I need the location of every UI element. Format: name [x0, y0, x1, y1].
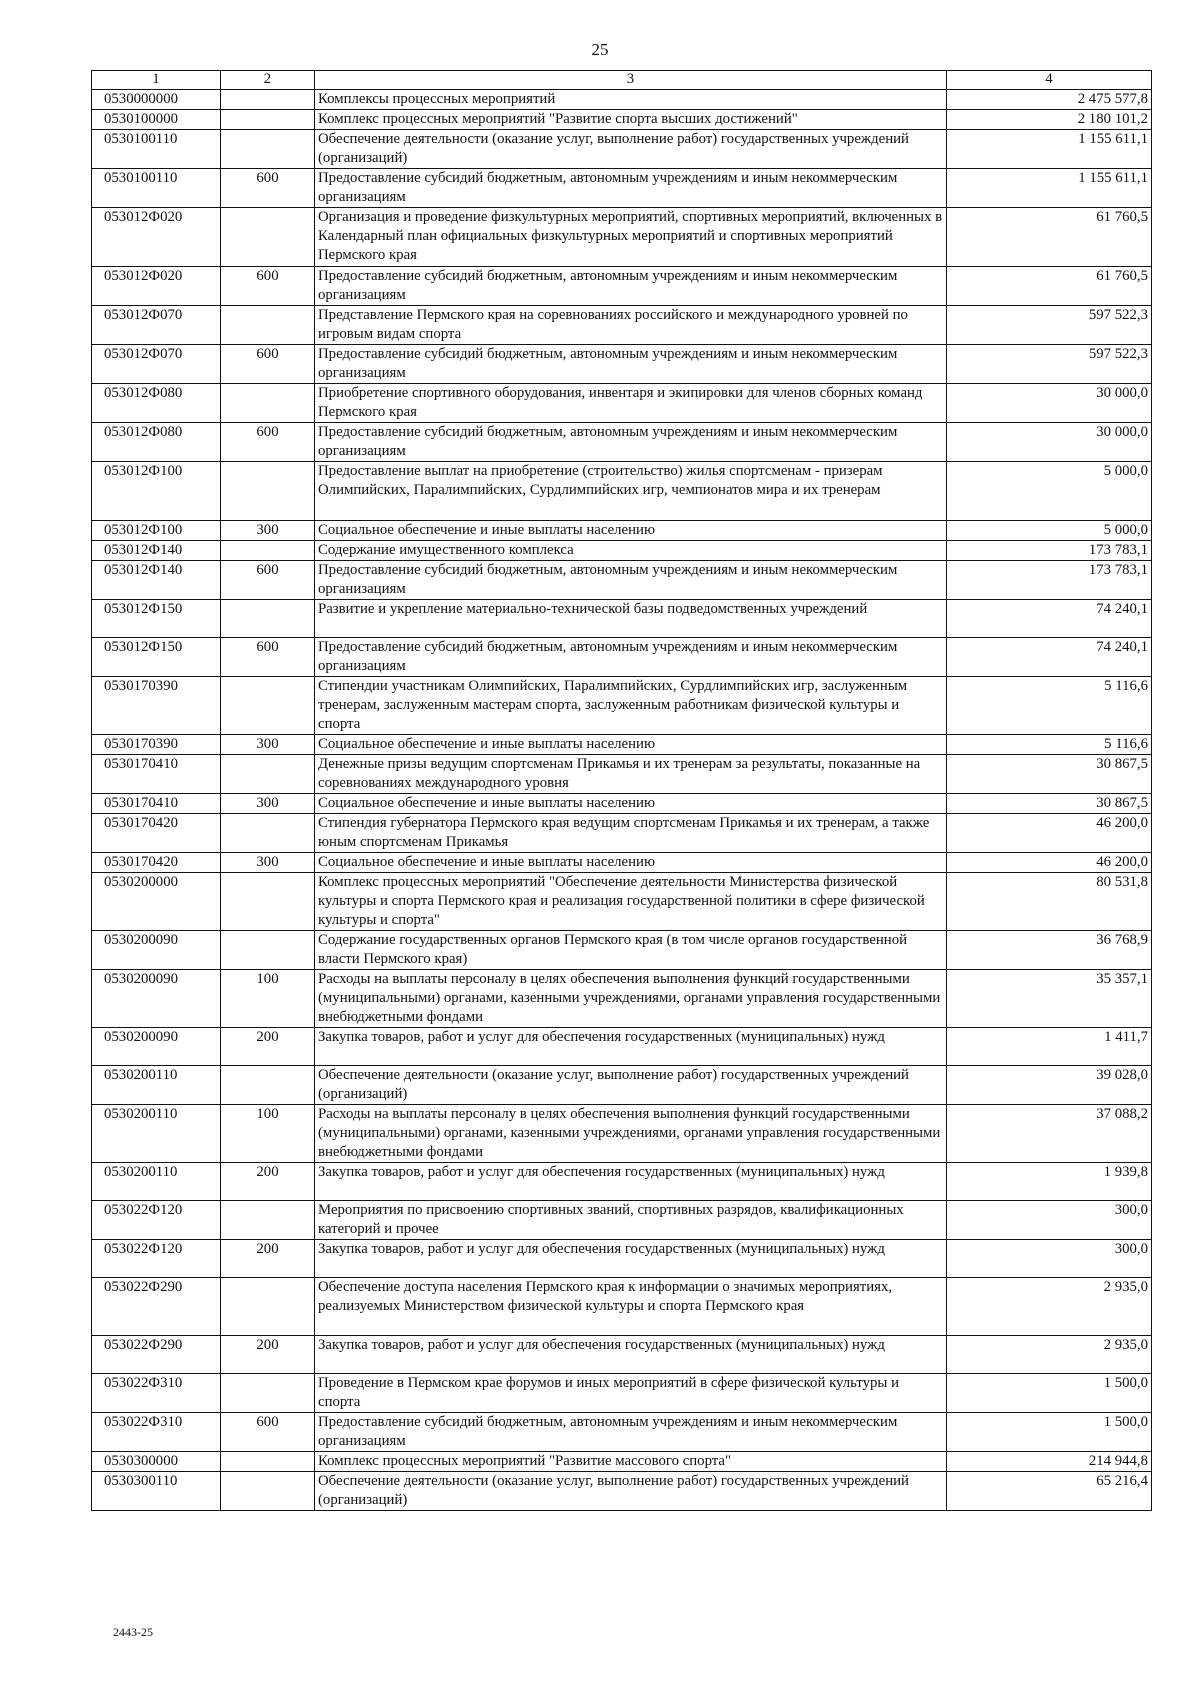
row-amount-cell: 74 240,1: [947, 600, 1152, 638]
row-code-cell: 0530100110: [92, 169, 221, 208]
table-row: [92, 423, 1152, 462]
row-name-cell: Организация и проведение физкультурных мероприятий, спортивных мероприятий, включенных в Календарный план официальных физкультурных мероприятий и спортивных мероприятий Пермского края: [315, 208, 947, 267]
table-row: [92, 755, 1152, 794]
row-name-cell: Обеспечение деятельности (оказание услуг, выполнение работ) государственных учреждений (организаций): [315, 1066, 947, 1105]
row-amount-cell: 46 200,0: [947, 814, 1152, 853]
row-amount-cell: 2 180 101,2: [947, 110, 1152, 130]
row-amount-cell: 1 155 611,1: [947, 169, 1152, 208]
row-amount-cell: 61 760,5: [947, 267, 1152, 306]
table-row: [92, 794, 1152, 814]
row-type-cell: [221, 600, 315, 638]
table-row: [92, 600, 1152, 638]
row-name-cell: Приобретение спортивного оборудования, инвентаря и экипировки для членов сборных команд Пермского края: [315, 384, 947, 423]
row-code-cell: 0530300110: [92, 1472, 221, 1511]
row-name-cell: Расходы на выплаты персоналу в целях обеспечения выполнения функций государственными (муниципальными) органами, казенными учреждениями, органами управления государственными внебюджетными фондами: [315, 970, 947, 1028]
row-name-cell: Закупка товаров, работ и услуг для обеспечения государственных (муниципальных) нужд: [315, 1240, 947, 1278]
row-type-cell: 100: [221, 970, 315, 1028]
table-row: [92, 1413, 1152, 1452]
row-name-cell: Закупка товаров, работ и услуг для обеспечения государственных (муниципальных) нужд: [315, 1336, 947, 1374]
row-code-cell: 053022Ф310: [92, 1374, 221, 1413]
row-amount-cell: 300,0: [947, 1201, 1152, 1240]
row-name-cell: Развитие и укрепление материально-технической базы подведомственных учреждений: [315, 600, 947, 638]
row-code-cell: 053012Ф140: [92, 541, 221, 561]
row-type-cell: [221, 677, 315, 735]
table-row: [92, 873, 1152, 931]
row-amount-cell: 2 935,0: [947, 1278, 1152, 1336]
row-amount-cell: 300,0: [947, 1240, 1152, 1278]
row-amount-cell: 1 155 611,1: [947, 130, 1152, 169]
row-amount-cell: 30 867,5: [947, 755, 1152, 794]
row-code-cell: 0530170420: [92, 814, 221, 853]
row-code-cell: 053022Ф120: [92, 1240, 221, 1278]
row-name-cell: Предоставление субсидий бюджетным, автономным учреждениям и иным некоммерческим организациям: [315, 267, 947, 306]
table-row: [92, 521, 1152, 541]
row-name-cell: Социальное обеспечение и иные выплаты населению: [315, 794, 947, 814]
row-name-cell: Комплекс процессных мероприятий "Развитие массового спорта": [315, 1452, 947, 1472]
row-name-cell: Обеспечение деятельности (оказание услуг, выполнение работ) государственных учреждений (организаций): [315, 130, 947, 169]
row-type-cell: 600: [221, 1413, 315, 1452]
row-amount-cell: 2 935,0: [947, 1336, 1152, 1374]
row-code-cell: 0530170390: [92, 677, 221, 735]
row-type-cell: [221, 755, 315, 794]
row-name-cell: Предоставление субсидий бюджетным, автономным учреждениям и иным некоммерческим организациям: [315, 345, 947, 384]
row-type-cell: 300: [221, 735, 315, 755]
row-amount-cell: 36 768,9: [947, 931, 1152, 970]
row-amount-cell: 30 000,0: [947, 423, 1152, 462]
table-row: [92, 638, 1152, 677]
column-header-type: 2: [221, 71, 315, 90]
row-name-cell: Социальное обеспечение и иные выплаты населению: [315, 521, 947, 541]
table-row: [92, 1163, 1152, 1201]
row-code-cell: 053022Ф120: [92, 1201, 221, 1240]
table-row: [92, 169, 1152, 208]
row-type-cell: [221, 1066, 315, 1105]
row-type-cell: 200: [221, 1240, 315, 1278]
row-name-cell: Расходы на выплаты персоналу в целях обеспечения выполнения функций государственными (муниципальными) органами, казенными учреждениями, органами управления государственными внебюджетными фондами: [315, 1105, 947, 1163]
row-type-cell: 600: [221, 169, 315, 208]
row-amount-cell: 2 475 577,8: [947, 90, 1152, 110]
column-header-amount: 4: [947, 71, 1152, 90]
row-amount-cell: 597 522,3: [947, 306, 1152, 345]
row-type-cell: [221, 541, 315, 561]
column-header-code: 1: [92, 71, 221, 90]
column-header-name: 3: [315, 71, 947, 90]
table-row: [92, 1028, 1152, 1066]
row-code-cell: 0530200090: [92, 931, 221, 970]
page-number: 25: [591, 40, 609, 59]
row-amount-cell: 5 116,6: [947, 735, 1152, 755]
table-row: [92, 931, 1152, 970]
row-type-cell: [221, 110, 315, 130]
row-name-cell: Мероприятия по присвоению спортивных званий, спортивных разрядов, квалификационных категорий и прочее: [315, 1201, 947, 1240]
row-type-cell: [221, 462, 315, 521]
budget-table: [91, 70, 1152, 1511]
table-row: [92, 1105, 1152, 1163]
row-code-cell: 0530200000: [92, 873, 221, 931]
row-name-cell: Содержание имущественного комплекса: [315, 541, 947, 561]
row-code-cell: 0530170410: [92, 755, 221, 794]
row-code-cell: 053012Ф100: [92, 521, 221, 541]
row-name-cell: Стипендии участникам Олимпийских, Паралимпийских, Сурдлимпийских игр, заслуженным тренерам, заслуженным мастерам спорта, заслуженным работникам физической культуры и спорта: [315, 677, 947, 735]
row-code-cell: 053022Ф290: [92, 1336, 221, 1374]
row-type-cell: 200: [221, 1028, 315, 1066]
row-code-cell: 053012Ф020: [92, 208, 221, 267]
table-row: [92, 1240, 1152, 1278]
row-amount-cell: 597 522,3: [947, 345, 1152, 384]
row-type-cell: [221, 130, 315, 169]
table-row: [92, 130, 1152, 169]
row-name-cell: Денежные призы ведущим спортсменам Прикамья и их тренерам за результаты, показанные на соревнованиях международного уровня: [315, 755, 947, 794]
row-amount-cell: 5 116,6: [947, 677, 1152, 735]
table-row: [92, 735, 1152, 755]
table-row: [92, 90, 1152, 110]
row-code-cell: 0530200110: [92, 1105, 221, 1163]
table-row: [92, 1472, 1152, 1511]
table-row: [92, 345, 1152, 384]
row-type-cell: [221, 1452, 315, 1472]
row-name-cell: Стипендия губернатора Пермского края ведущим спортсменам Прикамья и их тренерам, а также юным спортсменам Прикамья: [315, 814, 947, 853]
table-row: [92, 561, 1152, 600]
table-row: [92, 1201, 1152, 1240]
row-code-cell: 0530200090: [92, 1028, 221, 1066]
table-row: [92, 1066, 1152, 1105]
row-amount-cell: 30 000,0: [947, 384, 1152, 423]
row-code-cell: 0530170410: [92, 794, 221, 814]
row-type-cell: 100: [221, 1105, 315, 1163]
row-type-cell: [221, 384, 315, 423]
row-name-cell: Комплекс процессных мероприятий "Развитие спорта высших достижений": [315, 110, 947, 130]
row-code-cell: 053012Ф080: [92, 384, 221, 423]
row-type-cell: [221, 306, 315, 345]
row-code-cell: 053012Ф020: [92, 267, 221, 306]
table-row: [92, 1336, 1152, 1374]
row-amount-cell: 214 944,8: [947, 1452, 1152, 1472]
row-amount-cell: 65 216,4: [947, 1472, 1152, 1511]
row-code-cell: 053012Ф070: [92, 345, 221, 384]
row-code-cell: 0530200110: [92, 1163, 221, 1201]
table-row: [92, 814, 1152, 853]
table-row: [92, 1374, 1152, 1413]
row-amount-cell: 39 028,0: [947, 1066, 1152, 1105]
row-type-cell: [221, 1472, 315, 1511]
row-name-cell: Социальное обеспечение и иные выплаты населению: [315, 735, 947, 755]
table-header-row: [92, 71, 1152, 90]
row-name-cell: Социальное обеспечение и иные выплаты населению: [315, 853, 947, 873]
table-row: [92, 970, 1152, 1028]
row-name-cell: Предоставление субсидий бюджетным, автономным учреждениям и иным некоммерческим организациям: [315, 638, 947, 677]
row-type-cell: [221, 931, 315, 970]
row-amount-cell: 61 760,5: [947, 208, 1152, 267]
row-amount-cell: 46 200,0: [947, 853, 1152, 873]
row-name-cell: Закупка товаров, работ и услуг для обеспечения государственных (муниципальных) нужд: [315, 1028, 947, 1066]
row-code-cell: 053012Ф150: [92, 600, 221, 638]
row-type-cell: [221, 873, 315, 931]
row-amount-cell: 37 088,2: [947, 1105, 1152, 1163]
row-name-cell: Обеспечение доступа населения Пермского края к информации о значимых мероприятиях, реализуемых Министерством физической культуры и спорта Пермского края: [315, 1278, 947, 1336]
table-row: [92, 306, 1152, 345]
row-amount-cell: 173 783,1: [947, 541, 1152, 561]
row-name-cell: Обеспечение деятельности (оказание услуг, выполнение работ) государственных учреждений (организаций): [315, 1472, 947, 1511]
row-code-cell: 0530100110: [92, 130, 221, 169]
table-row: [92, 541, 1152, 561]
table-row: [92, 1278, 1152, 1336]
row-type-cell: 300: [221, 521, 315, 541]
row-code-cell: 053022Ф290: [92, 1278, 221, 1336]
row-code-cell: 053012Ф080: [92, 423, 221, 462]
row-type-cell: 300: [221, 794, 315, 814]
row-name-cell: Предоставление субсидий бюджетным, автономным учреждениям и иным некоммерческим организациям: [315, 169, 947, 208]
row-name-cell: Предоставление выплат на приобретение (строительство) жилья спортсменам - призерам Олимпийских, Паралимпийских, Сурдлимпийских игр, чемпионатов мира и их тренерам: [315, 462, 947, 521]
row-type-cell: [221, 1374, 315, 1413]
row-code-cell: 053012Ф140: [92, 561, 221, 600]
row-type-cell: 600: [221, 423, 315, 462]
row-name-cell: Предоставление субсидий бюджетным, автономным учреждениям и иным некоммерческим организациям: [315, 561, 947, 600]
row-amount-cell: 35 357,1: [947, 970, 1152, 1028]
row-type-cell: [221, 814, 315, 853]
table-row: [92, 1452, 1152, 1472]
row-amount-cell: 5 000,0: [947, 462, 1152, 521]
row-amount-cell: 74 240,1: [947, 638, 1152, 677]
row-type-cell: [221, 90, 315, 110]
table-row: [92, 384, 1152, 423]
row-type-cell: 300: [221, 853, 315, 873]
row-type-cell: 200: [221, 1163, 315, 1201]
row-code-cell: 053012Ф150: [92, 638, 221, 677]
table-row: [92, 110, 1152, 130]
row-amount-cell: 80 531,8: [947, 873, 1152, 931]
row-amount-cell: 1 411,7: [947, 1028, 1152, 1066]
row-code-cell: 0530170420: [92, 853, 221, 873]
row-name-cell: Представление Пермского края на соревнованиях российского и международного уровней по игровым видам спорта: [315, 306, 947, 345]
row-code-cell: 053012Ф070: [92, 306, 221, 345]
row-amount-cell: 5 000,0: [947, 521, 1152, 541]
row-name-cell: Комплекс процессных мероприятий "Обеспечение деятельности Министерства физической культуры и спорта Пермского края и реализация государственной политики в сфере физической культуры и спорта": [315, 873, 947, 931]
row-amount-cell: 1 939,8: [947, 1163, 1152, 1201]
row-type-cell: 600: [221, 638, 315, 677]
row-name-cell: Закупка товаров, работ и услуг для обеспечения государственных (муниципальных) нужд: [315, 1163, 947, 1201]
footer-document-code: 2443-25: [113, 1625, 153, 1639]
row-name-cell: Проведение в Пермском крае форумов и иных мероприятий в сфере физической культуры и спорта: [315, 1374, 947, 1413]
row-code-cell: 0530200110: [92, 1066, 221, 1105]
table-row: [92, 677, 1152, 735]
row-code-cell: 0530170390: [92, 735, 221, 755]
row-code-cell: 0530200090: [92, 970, 221, 1028]
row-code-cell: 053012Ф100: [92, 462, 221, 521]
row-name-cell: Предоставление субсидий бюджетным, автономным учреждениям и иным некоммерческим организациям: [315, 423, 947, 462]
table-row: [92, 208, 1152, 267]
row-code-cell: 0530000000: [92, 90, 221, 110]
row-type-cell: 600: [221, 345, 315, 384]
row-type-cell: [221, 1201, 315, 1240]
row-code-cell: 0530300000: [92, 1452, 221, 1472]
row-type-cell: [221, 208, 315, 267]
row-amount-cell: 1 500,0: [947, 1374, 1152, 1413]
table-row: [92, 462, 1152, 521]
table-row: [92, 853, 1152, 873]
row-type-cell: 200: [221, 1336, 315, 1374]
row-name-cell: Предоставление субсидий бюджетным, автономным учреждениям и иным некоммерческим организациям: [315, 1413, 947, 1452]
row-amount-cell: 1 500,0: [947, 1413, 1152, 1452]
table-row: [92, 267, 1152, 306]
row-amount-cell: 173 783,1: [947, 561, 1152, 600]
row-name-cell: Комплексы процессных мероприятий: [315, 90, 947, 110]
row-code-cell: 0530100000: [92, 110, 221, 130]
row-code-cell: 053022Ф310: [92, 1413, 221, 1452]
row-type-cell: 600: [221, 267, 315, 306]
row-type-cell: [221, 1278, 315, 1336]
row-type-cell: 600: [221, 561, 315, 600]
row-amount-cell: 30 867,5: [947, 794, 1152, 814]
row-name-cell: Содержание государственных органов Пермского края (в том числе органов государственной власти Пермского края): [315, 931, 947, 970]
